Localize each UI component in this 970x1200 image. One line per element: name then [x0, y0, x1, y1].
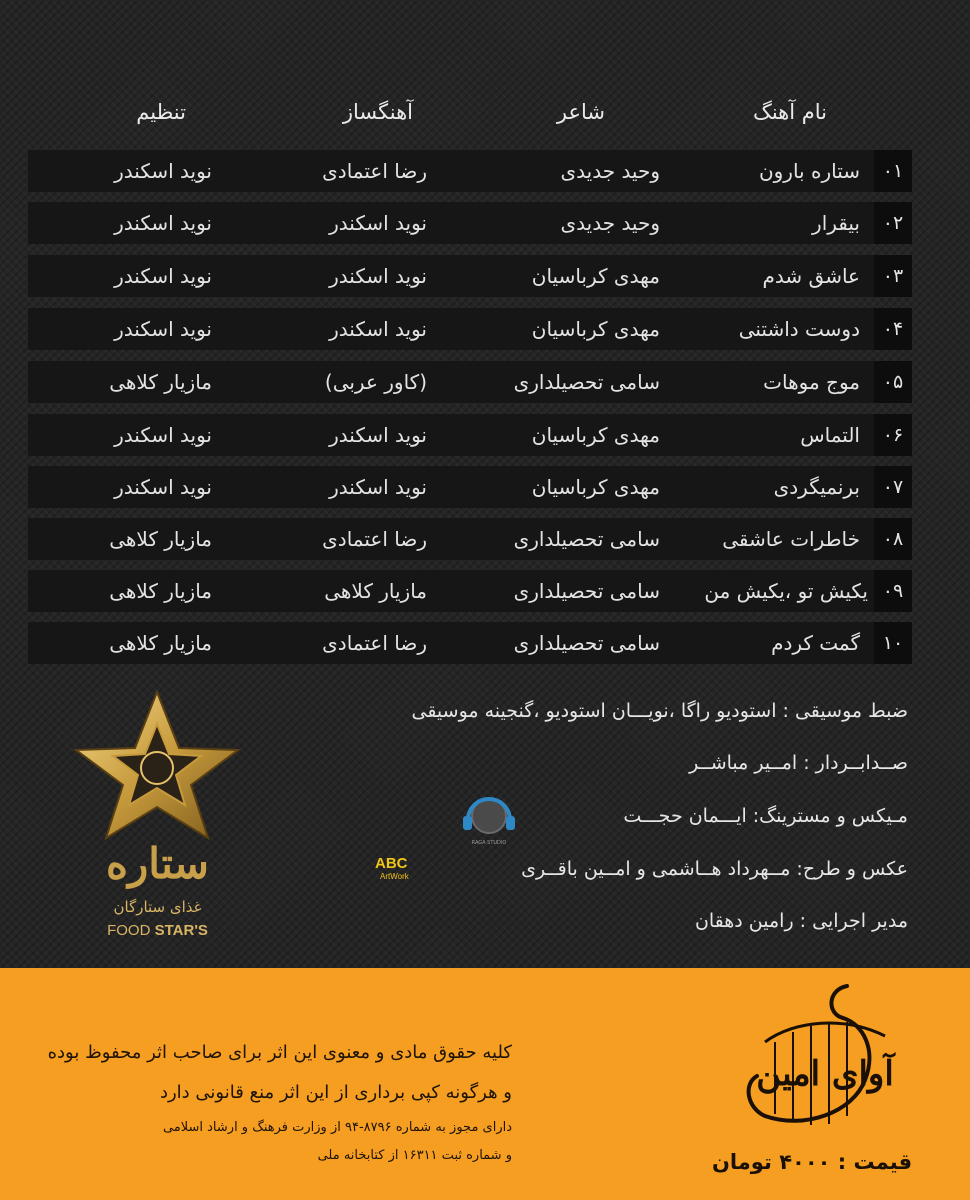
track-row [28, 308, 912, 350]
headphone-icon [460, 792, 518, 848]
track-composer: نوید اسکندر [329, 211, 427, 235]
header-composer: آهنگساز [342, 100, 413, 124]
track-poet: سامی تحصیلداری [513, 527, 660, 551]
track-row [28, 202, 912, 244]
abc-artwork-logo [375, 856, 417, 886]
track-poet: مهدی کرباسیان [531, 317, 660, 341]
track-number: ۰۱ [874, 150, 912, 192]
track-poet: سامی تحصیلداری [513, 631, 660, 655]
track-number: ۰۳ [874, 255, 912, 297]
track-arranger: مازیار کلاهی [109, 370, 212, 394]
track-poet: وحید جدیدی [560, 211, 660, 235]
track-arranger: نوید اسکندر [114, 211, 212, 235]
track-title: یکیش تو ،یکیش من [704, 579, 868, 603]
sponsor-logo [70, 690, 245, 952]
track-arranger: نوید اسکندر [114, 317, 212, 341]
track-row [28, 414, 912, 456]
track-composer: رضا اعتمادی [322, 159, 427, 183]
track-title: گمت کردم [771, 631, 860, 655]
track-poet: مهدی کرباسیان [531, 264, 660, 288]
registration-line: و شماره ثبت ۱۶۳۱۱ از کتابخانه ملی [317, 1148, 512, 1163]
track-number: ۰۴ [874, 308, 912, 350]
track-arranger: مازیار کلاهی [109, 631, 212, 655]
credit-manager: مدیر اجرایی : رامین دهقان [694, 910, 908, 932]
track-poet: مهدی کرباسیان [531, 423, 660, 447]
credit-mix: مـیکس و مسترینگ: ایـــمان حجـــت [623, 805, 908, 827]
abc-logo-text: ABC [375, 855, 408, 872]
track-title: خاطرات عاشقی [722, 527, 860, 551]
credit-photo: عکس و طرح: مــهرداد هــاشمی و امــین باقــری [521, 858, 908, 880]
sponsor-en-name [70, 922, 245, 939]
credit-sound: صــدابــردار : امــیر مباشــر [689, 752, 908, 774]
abc-logo-subtext: ArtWork [380, 872, 409, 881]
track-composer: (کاور عربی) [324, 370, 427, 394]
sponsor-script-text: ستاره [106, 839, 209, 888]
sponsor-en-food: FOOD [107, 922, 151, 939]
track-title: برنمیگردی [773, 475, 860, 499]
track-number: ۱۰ [874, 622, 912, 664]
credit-recording: ضبط موسیقی : استودیو راگا ،نویـــان استودیو ،گنجینه موسیقی [411, 700, 908, 722]
headphone-caption: RAGA STUDIO [471, 840, 507, 846]
track-row [28, 466, 912, 508]
track-row [28, 361, 912, 403]
track-composer: نوید اسکندر [329, 317, 427, 341]
track-arranger: نوید اسکندر [114, 264, 212, 288]
license-line: دارای مجوز به شماره ۸۷۹۶-۹۴ از وزارت فرهنگ و ارشاد اسلامی [162, 1120, 512, 1135]
track-poet: سامی تحصیلداری [513, 370, 660, 394]
track-composer: مازیار کلاهی [324, 579, 427, 603]
track-row [28, 150, 912, 192]
header-poet: شاعر [556, 100, 605, 124]
track-title: ستاره بارون [758, 159, 860, 183]
label-logo [735, 980, 915, 1140]
track-title: التماس [800, 423, 860, 447]
copyright-line-1: کلیه حقوق مادی و معنوی این اثر برای صاحب اثر محفوظ بوده [47, 1042, 512, 1063]
track-title: موج موهات [763, 370, 860, 394]
track-arranger: مازیار کلاهی [109, 527, 212, 551]
track-composer: رضا اعتمادی [322, 631, 427, 655]
track-number: ۰۶ [874, 414, 912, 456]
header-arranger: تنظیم [136, 100, 186, 124]
track-arranger: نوید اسکندر [114, 423, 212, 447]
track-row [28, 622, 912, 664]
track-row [28, 255, 912, 297]
track-title: بیقرار [812, 211, 860, 235]
track-title: دوست داشتنی [738, 317, 860, 341]
copyright-line-2: و هرگونه کپی برداری از این اثر منع قانونی دارد [159, 1082, 512, 1103]
track-row [28, 570, 912, 612]
track-number: ۰۵ [874, 361, 912, 403]
track-arranger: نوید اسکندر [114, 475, 212, 499]
header-title: نام آهنگ [753, 100, 827, 124]
track-composer: رضا اعتمادی [322, 527, 427, 551]
track-number: ۰۸ [874, 518, 912, 560]
price-label: قیمت : ۴۰۰۰ تومان [712, 1150, 913, 1174]
track-number: ۰۷ [874, 466, 912, 508]
track-composer: نوید اسکندر [329, 264, 427, 288]
track-number: ۰۹ [874, 570, 912, 612]
footer-panel [0, 968, 970, 1200]
track-arranger: مازیار کلاهی [109, 579, 212, 603]
track-poet: سامی تحصیلداری [513, 579, 660, 603]
track-poet: وحید جدیدی [560, 159, 660, 183]
track-poet: مهدی کرباسیان [531, 475, 660, 499]
sponsor-en-stars: STAR'S [154, 922, 208, 939]
gold-star-icon [70, 690, 245, 840]
track-number: ۰۲ [874, 202, 912, 244]
label-logo-text: آوای امین [756, 1054, 894, 1094]
track-row [28, 518, 912, 560]
track-arranger: نوید اسکندر [114, 159, 212, 183]
sponsor-fa-name: غذای ستارگان [113, 898, 202, 916]
track-title: عاشق شدم [762, 264, 860, 288]
track-composer: نوید اسکندر [329, 423, 427, 447]
track-composer: نوید اسکندر [329, 475, 427, 499]
